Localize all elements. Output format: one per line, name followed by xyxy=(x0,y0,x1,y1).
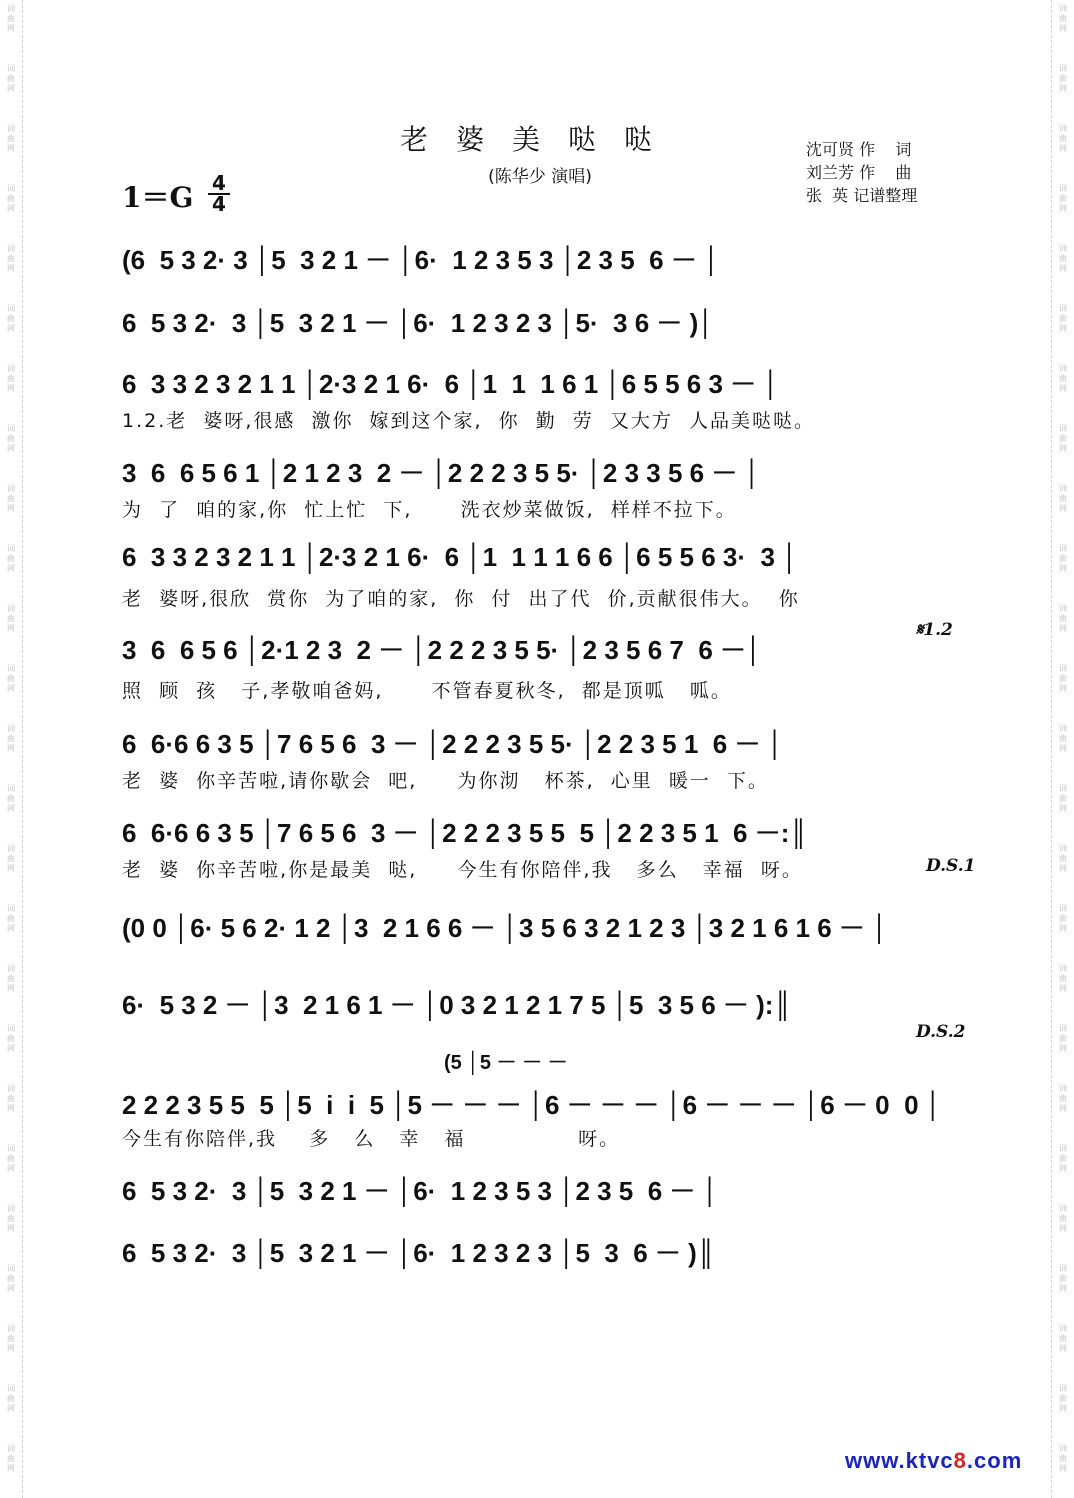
credits-block xyxy=(806,138,917,207)
singer-credit: (陈华少 演唱) xyxy=(488,167,592,187)
lyric-line: 老 婆呀,很欣 赏你 为了咱的家, 你 付 出了代 价,贡献很伟大。 你 xyxy=(122,588,800,610)
website-main: www.ktvc xyxy=(845,1448,954,1473)
watermark-text: 词 曲 网 xyxy=(1059,484,1067,513)
watermark-text: 词 曲 网 xyxy=(7,64,15,93)
composer-credit: 刘兰芳 作 曲 xyxy=(806,163,912,182)
lyric-line: 老 婆 你辛苦啦,你是最美 哒, 今生有你陪伴,我 多么 幸福 呀。 xyxy=(122,859,803,881)
watermark-text: 词 曲 网 xyxy=(7,1144,15,1173)
lyric-line: 照 顾 孩 子,孝敬咱爸妈, 不管春夏秋冬, 都是顶呱 呱。 xyxy=(122,680,732,702)
watermark-text: 词 曲 网 xyxy=(7,1444,15,1473)
lyricist-credit: 沈可贤 作 词 xyxy=(806,140,912,159)
watermark-text: 词 曲 网 xyxy=(7,544,15,573)
watermark-text: 词 曲 网 xyxy=(7,184,15,213)
music-line: 6 6·6 6 3 5 │7 6 5 6 3 － │2 2 2 3 5 5 5 │2 2 3 5 1 6 －:║ xyxy=(122,818,808,848)
time-signature-top: 4 xyxy=(212,171,226,195)
watermark-text: 词 曲 网 xyxy=(7,4,15,33)
music-line: 3 6 6 5 6 1 │2 1 2 3 2 － │2 2 2 3 5 5· │2 3 3 5 6 － │ xyxy=(122,458,761,488)
music-line: 6 5 3 2· 3 │5 3 2 1 － │6· 1 2 3 2 3 │5 3 6 － )║ xyxy=(122,1238,716,1268)
watermark-text: 词 曲 网 xyxy=(1059,604,1067,633)
watermark-text: 词 曲 网 xyxy=(1059,1144,1067,1173)
watermark-text: 词 曲 网 xyxy=(7,604,15,633)
watermark-text: 词 曲 网 xyxy=(7,364,15,393)
watermark-text: 词 曲 网 xyxy=(1059,904,1067,933)
watermark-text: 词 曲 网 xyxy=(1059,4,1067,33)
watermark-text: 词 曲 网 xyxy=(1059,64,1067,93)
music-line: (6 5 3 2· 3 │5 3 2 1 － │6· 1 2 3 5 3 │2 3 5 6 － │ xyxy=(122,245,721,275)
watermark-text: 词 曲 网 xyxy=(7,424,15,453)
music-line: 6 5 3 2· 3 │5 3 2 1 － │6· 1 2 3 5 3 │2 3 5 6 － │ xyxy=(122,1176,719,1206)
watermark-text: 词 曲 网 xyxy=(1059,304,1067,333)
music-line: (0 0 │6· 5 6 2· 1 2 │3 2 1 6 6 － │3 5 6 3 2 1 2 3 │3 2 1 6 1 6 － │ xyxy=(122,913,889,943)
watermark-text: 词 曲 网 xyxy=(1059,964,1067,993)
music-line: 2 2 2 3 5 5 5 │5 i i 5 │5 － － － │6 － － － │6 － － － │6 － 0 0 │ xyxy=(122,1090,943,1120)
lyric-line: 今生有你陪伴,我 多 么 幸 福 呀。 xyxy=(122,1128,621,1150)
watermark-text: 词 曲 网 xyxy=(7,1084,15,1113)
watermark-text: 词 曲 网 xyxy=(1059,1024,1067,1053)
watermark-text: 词 曲 网 xyxy=(1059,124,1067,153)
watermark-text: 词 曲 网 xyxy=(1059,1204,1067,1233)
watermark-text: 词 曲 网 xyxy=(1059,184,1067,213)
website-tail: .com xyxy=(966,1448,1023,1473)
music-line: 3 6 6 5 6 │2·1 2 3 2 － │2 2 2 3 5 5· │2 3 5 6 7 6 －│ xyxy=(122,635,763,665)
watermark-text: 词 曲 网 xyxy=(1059,784,1067,813)
watermark-text: 词 曲 网 xyxy=(7,964,15,993)
website-accent: 8 xyxy=(953,1448,967,1473)
right-watermark-strip xyxy=(1051,0,1074,1498)
watermark-text: 词 曲 网 xyxy=(1059,1324,1067,1353)
watermark-text: 词 曲 网 xyxy=(7,1204,15,1233)
watermark-text: 词 曲 网 xyxy=(1059,424,1067,453)
ds1-mark: D.S.1 xyxy=(926,856,976,876)
transcriber-credit: 张 英 记谱整理 xyxy=(806,186,918,205)
watermark-text: 词 曲 网 xyxy=(1059,1444,1067,1473)
music-line: 6 5 3 2· 3 │5 3 2 1 － │6· 1 2 3 2 3 │5· 3 6 － )│ xyxy=(122,308,715,338)
watermark-text: 词 曲 网 xyxy=(7,1264,15,1293)
website-watermark xyxy=(845,1448,1022,1474)
song-title: 老婆美哒哒 xyxy=(399,123,680,156)
lyric-line: 为 了 咱的家,你 忙上忙 下, 洗衣炒菜做饭, 样样不拉下。 xyxy=(122,499,737,521)
lyric-line: 1.2.老 婆呀,很感 激你 嫁到这个家, 你 勤 劳 又大方 人品美哒哒。 xyxy=(122,410,815,432)
time-signature-bottom: 4 xyxy=(212,192,226,216)
watermark-text: 词 曲 网 xyxy=(1059,844,1067,873)
music-line: 6 3 3 2 3 2 1 1 │2·3 2 1 6· 6 │1 1 1 1 6 6 │6 5 5 6 3· 3 │ xyxy=(122,542,799,572)
watermark-text: 词 曲 网 xyxy=(7,124,15,153)
key-signature: 1＝G xyxy=(122,181,194,214)
watermark-text: 词 曲 网 xyxy=(1059,1084,1067,1113)
music-line: 6 3 3 2 3 2 1 1 │2·3 2 1 6· 6 │1 1 1 6 1 │6 5 5 6 3 － │ xyxy=(122,369,780,399)
watermark-text: 词 曲 网 xyxy=(1059,664,1067,693)
watermark-text: 词 曲 网 xyxy=(7,844,15,873)
left-watermark-strip xyxy=(0,0,23,1498)
watermark-text: 词 曲 网 xyxy=(7,1384,15,1413)
watermark-text: 词 曲 网 xyxy=(1059,544,1067,573)
watermark-text: 词 曲 网 xyxy=(7,1324,15,1353)
ds2-mark: D.S.2 xyxy=(916,1022,966,1042)
music-line: 6 6·6 6 3 5 │7 6 5 6 3 － │2 2 2 3 5 5· │2 2 3 5 1 6 － │ xyxy=(122,729,784,759)
segno-mark: 𝄋1.2 xyxy=(916,620,953,640)
alternate-notes: (5 │5 － － － xyxy=(444,1052,568,1074)
watermark-text: 词 曲 网 xyxy=(1059,724,1067,753)
watermark-text: 词 曲 网 xyxy=(7,724,15,753)
music-line: 6· 5 3 2 － │3 2 1 6 1 － │0 3 2 1 2 1 7 5 │5 3 5 6 － ):║ xyxy=(122,990,792,1020)
watermark-text: 词 曲 网 xyxy=(1059,1264,1067,1293)
lyric-line: 老 婆 你辛苦啦,请你歇会 吧, 为你沏 杯茶, 心里 暖一 下。 xyxy=(122,770,769,792)
watermark-text: 词 曲 网 xyxy=(7,244,15,273)
watermark-text: 词 曲 网 xyxy=(7,1024,15,1053)
watermark-text: 词 曲 网 xyxy=(7,904,15,933)
watermark-text: 词 曲 网 xyxy=(1059,1384,1067,1413)
time-signature xyxy=(206,171,232,216)
watermark-text: 词 曲 网 xyxy=(7,784,15,813)
watermark-text: 词 曲 网 xyxy=(7,484,15,513)
watermark-text: 词 曲 网 xyxy=(7,304,15,333)
watermark-text: 词 曲 网 xyxy=(1059,364,1067,393)
watermark-text: 词 曲 网 xyxy=(7,664,15,693)
watermark-text: 词 曲 网 xyxy=(1059,244,1067,273)
